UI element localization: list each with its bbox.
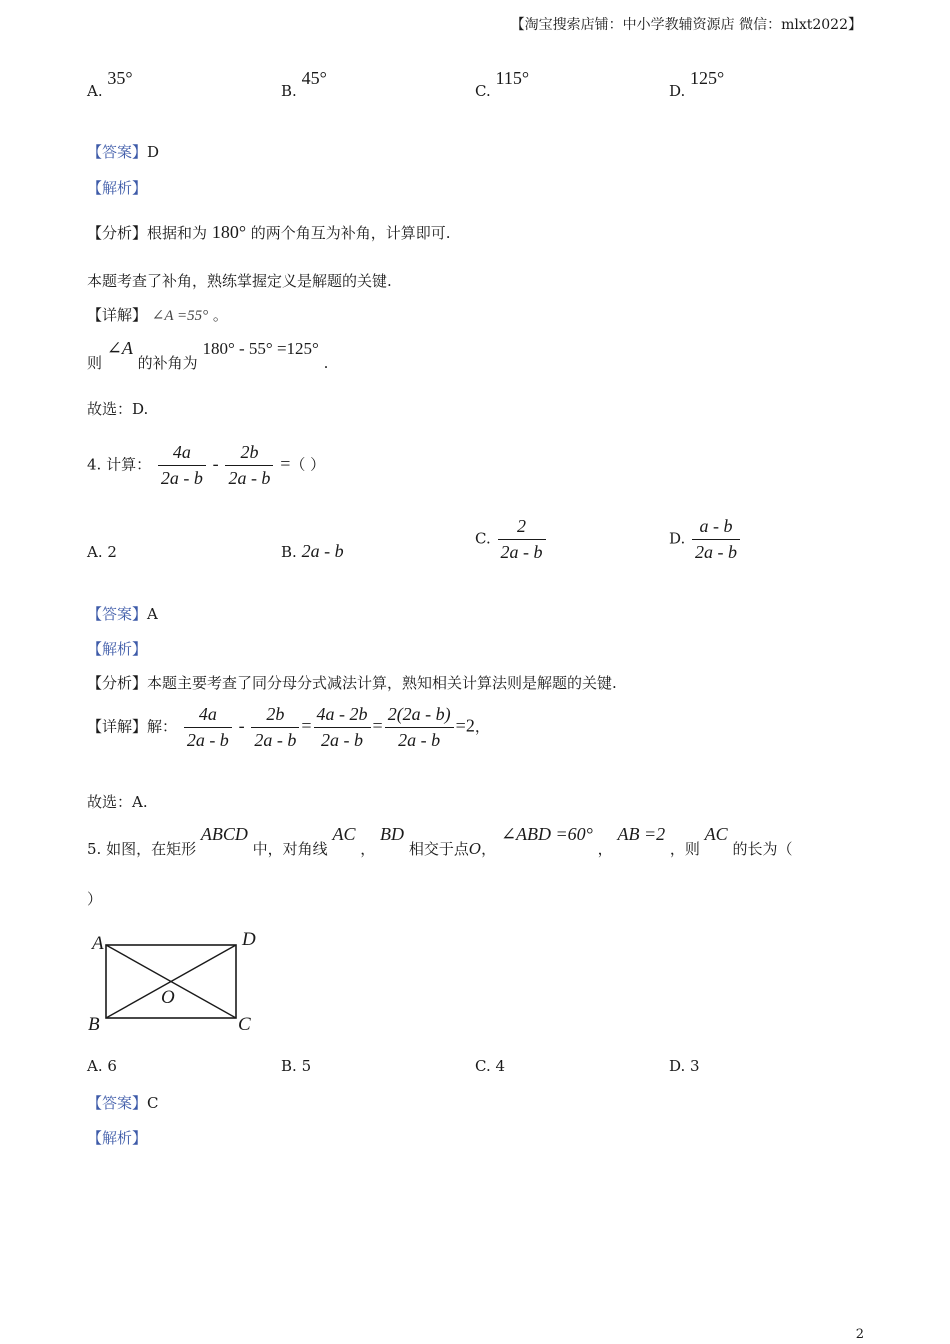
answer-tag: 【答案】 (87, 143, 148, 161)
option-value: 125° (690, 68, 725, 88)
then-math: ∠A (106, 338, 133, 358)
option-value: 115° (495, 68, 530, 88)
q5-close-paren: ） (87, 890, 103, 908)
q4-option-d (669, 516, 742, 563)
label-a: A (92, 933, 104, 954)
detail-result: 2 (465, 715, 475, 736)
q5-ac2: AC (704, 824, 728, 844)
answer-value: C (147, 1094, 159, 1112)
detail-minus: - (238, 715, 245, 736)
q3-option-c (475, 68, 530, 101)
q4-option-b (281, 541, 344, 562)
frac-den: 2a - b (500, 542, 543, 562)
q5-text: 相交于点 (408, 840, 469, 858)
option-label: D. (669, 82, 686, 100)
q5-option-c (475, 1057, 505, 1075)
q5-text: ， (481, 840, 497, 858)
option-label: C. (475, 529, 491, 548)
detail-comma: ， (474, 717, 490, 736)
q5-o: O (468, 840, 482, 858)
page-header: 【淘宝搜索店铺：中小学教辅资源店 微信：mlxt2022】 (510, 17, 862, 33)
option-frac (498, 516, 546, 563)
then-mid: 的补角为 (137, 354, 198, 372)
frac-den: 2a - b (398, 730, 441, 750)
frac-den: 2a - b (254, 730, 297, 750)
label-d: D (242, 929, 256, 950)
frac-num: 2b (225, 442, 273, 466)
q4-detail (87, 704, 490, 751)
q5-abcd: ABCD (200, 824, 248, 844)
q4-frac1 (158, 442, 206, 489)
q3-choose: 故选：D. (87, 400, 149, 418)
label-c: C (238, 1014, 251, 1035)
answer-tag: 【答案】 (87, 605, 148, 623)
q4-equals: = (280, 453, 291, 474)
q5-option-b (281, 1057, 311, 1075)
frac-den: 2a - b (321, 730, 364, 750)
q5-text: 5. 如图，在矩形 (87, 840, 197, 858)
q5-text: 中，对角线 (252, 840, 328, 858)
then-end: . (323, 354, 329, 372)
fenxi-text: 本题主要考查了同分母分式减法计算，熟知相关计算法则是解题的关键. (147, 674, 617, 692)
option-label: D. (669, 1057, 686, 1075)
then-calc: 180° - 55° =125° (202, 339, 319, 358)
detail-math: ∠A =55° (151, 308, 209, 324)
detail-eq: = (455, 715, 466, 736)
detail-end: 。 (212, 306, 228, 324)
q4-number: 4. 计算： (87, 455, 152, 474)
q4-choose: 故选：A. (87, 793, 148, 811)
frac-den: 2a - b (160, 468, 203, 488)
option-value: 6 (107, 1057, 117, 1075)
q5-bd: BD (380, 824, 405, 844)
option-value: 2a - b (301, 541, 344, 561)
rectangle-figure (84, 925, 274, 1037)
fenxi-pre: 根据和为 (147, 224, 208, 242)
q5-text: ， (360, 840, 376, 858)
q5-text: 的长为（ (732, 840, 793, 858)
option-value: 3 (690, 1057, 700, 1075)
q3-option-d (669, 68, 725, 101)
detail-eq: = (301, 715, 312, 736)
frac-num: 4a - 2b (314, 704, 371, 728)
q4-answer (87, 603, 158, 624)
option-label: B. (281, 1057, 297, 1075)
frac-den: 2a - b (228, 468, 271, 488)
label-b: B (88, 1014, 100, 1035)
fenxi-tag: 【分析】 (87, 224, 148, 242)
q3-option-a (87, 68, 133, 101)
option-label: C. (475, 82, 491, 100)
frac-den: 2a - b (695, 542, 738, 562)
q5-answer (87, 1092, 159, 1113)
then-pre: 则 (87, 354, 103, 372)
detail-frac1 (184, 704, 232, 751)
q5-text: ，则 (669, 840, 700, 858)
q4-analysis-tag: 【解析】 (87, 640, 148, 658)
frac-den: 2a - b (186, 730, 229, 750)
q4-fenxi (87, 672, 617, 693)
frac-num: a - b (692, 516, 740, 540)
option-label: A. (87, 1057, 103, 1075)
option-value: 4 (495, 1057, 506, 1075)
frac-num: 4a (184, 704, 232, 728)
answer-value: D (147, 143, 160, 161)
option-label: B. (281, 543, 297, 561)
frac-num: 2 (498, 516, 546, 540)
frac-num: 2(2a - b) (385, 704, 454, 728)
detail-jie: 解： (147, 717, 178, 736)
q3-fenxi (87, 222, 451, 243)
frac-num: 4a (158, 442, 206, 466)
q4-option-c (475, 516, 548, 563)
q3-summary: 本题考查了补角，熟练掌握定义是解题的关键. (87, 272, 392, 290)
label-o: O (161, 987, 175, 1008)
option-label: C. (475, 1057, 491, 1075)
option-frac (692, 516, 740, 563)
page-number: 2 (855, 1327, 864, 1342)
fenxi-tag: 【分析】 (87, 674, 148, 692)
option-value: 5 (301, 1057, 312, 1075)
detail-tag: 【详解】 (87, 717, 148, 736)
q5-angle: ∠ABD =60° (500, 824, 593, 844)
q5-text: ， (597, 840, 613, 858)
q3-answer (87, 141, 159, 162)
q5-analysis-tag: 【解析】 (87, 1129, 148, 1147)
option-label: B. (281, 82, 297, 100)
q5-option-a (87, 1057, 117, 1075)
answer-tag: 【答案】 (87, 1094, 148, 1112)
q4-option-a (87, 543, 117, 561)
detail-frac4 (385, 704, 454, 751)
answer-value: A (147, 605, 158, 623)
option-value: 45° (301, 68, 327, 88)
option-value: 2 (107, 543, 117, 561)
q5-ac: AC (332, 824, 356, 844)
q5-stem (87, 824, 793, 858)
detail-eq: = (372, 715, 383, 736)
q4-stem (87, 442, 325, 489)
option-value: 35° (107, 68, 133, 88)
q3-detail (87, 304, 228, 325)
detail-frac2 (251, 704, 299, 751)
option-label: A. (87, 543, 103, 561)
q5-option-d (669, 1057, 700, 1075)
q3-option-b (281, 68, 327, 101)
fenxi-post: 的两个角互为补角，计算即可. (250, 224, 451, 242)
frac-num: 2b (251, 704, 299, 728)
fenxi-math: 180° (211, 222, 247, 242)
option-label: D. (669, 529, 686, 548)
q3-then (87, 338, 329, 372)
detail-tag: 【详解】 (87, 306, 148, 324)
q4-paren: （ ） (290, 455, 326, 474)
q4-frac2 (225, 442, 273, 489)
detail-frac3 (314, 704, 371, 751)
q4-minus: - (212, 453, 219, 474)
q3-analysis-tag: 【解析】 (87, 179, 148, 197)
option-label: A. (87, 82, 103, 100)
q5-ab: AB =2 (617, 824, 666, 844)
